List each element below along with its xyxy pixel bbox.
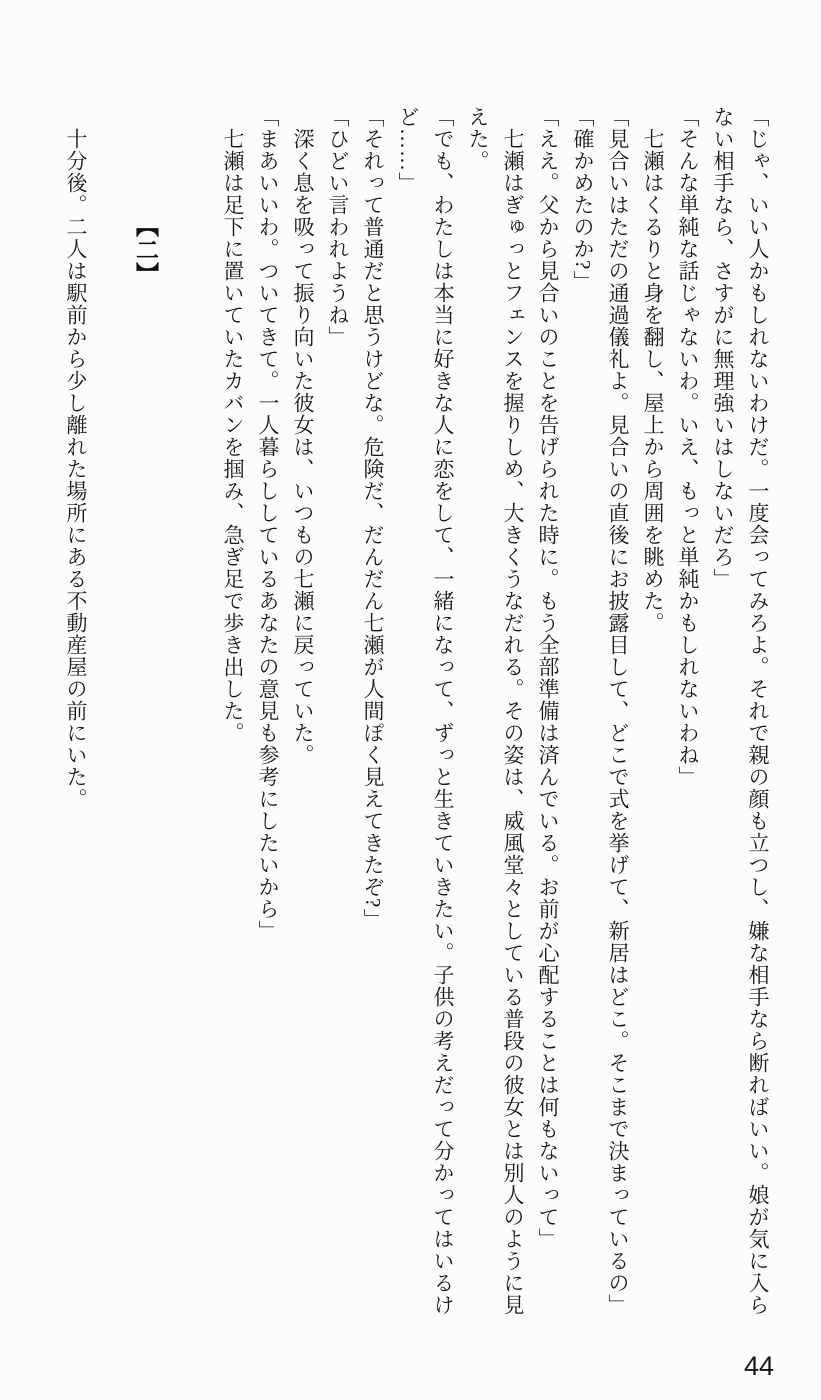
paragraph: 七瀬はくるりと身を翻し、屋上から周囲を眺めた。 [641, 128, 665, 634]
paragraph: 十分後。二人は駅前から少し離れた場所にある不動産屋の前にいた。 [64, 128, 88, 810]
paragraph: 七瀬はぎゅっとフェンスを握りしめ、大きくうなだれる。その姿は、威風堂々としている普段の彼女とは別人のように見えた。 [466, 106, 525, 1316]
paragraph: 「ええ。父から見合いのことを告げられた時に。もう全部準備は済んでいる。お前が心配することは何もないって」 [536, 106, 560, 1250]
body-text [51, 106, 775, 1318]
paragraph: 「見合いはただの通過儀礼よ。見合いの直後にお披露目して、どこで式を挙げて、新居はどこ。そこまで決まっているの」 [606, 106, 630, 1316]
paragraph: 「確かめたのか?」 [571, 106, 595, 293]
page-number: 44 [743, 1351, 774, 1381]
paragraph: 七瀬は足下に置いていたカバンを掴み、急ぎ足で歩き出した。 [221, 128, 245, 744]
paragraph: 「でも、わたしは本当に好きな人に恋をして、一緒になって、ずっと生きていきたい。子供の考えだって分かってはいるけど……」 [396, 106, 455, 1316]
section-heading: 【二】 [133, 214, 158, 286]
paragraph: 「ひどい言われようね」 [326, 106, 350, 348]
paragraph: 「それって普通だと思うけどな。危険だ、だんだん七瀬が人間ぽく見えてきたぞ?」 [361, 106, 385, 931]
paragraph: 「まあいいわ。ついてきて。一人暮らししているあなたの意見も参考にしたいから」 [256, 106, 280, 942]
paragraph: 深く息を吸って振り向いた彼女は、いつもの七瀬に戻っていた。 [291, 128, 315, 766]
paragraph: 「そんな単純な話じゃないわ。いえ、もっと単純かもしれないわね」 [676, 106, 700, 788]
paragraph: 「じゃ、いい人かもしれないわけだ。一度会ってみろよ。それで親の顔も立つし、嫌な相手なら断ればいい。娘が気に入らない相手なら、さすがに無理強いはしないだろ」 [711, 106, 770, 1316]
